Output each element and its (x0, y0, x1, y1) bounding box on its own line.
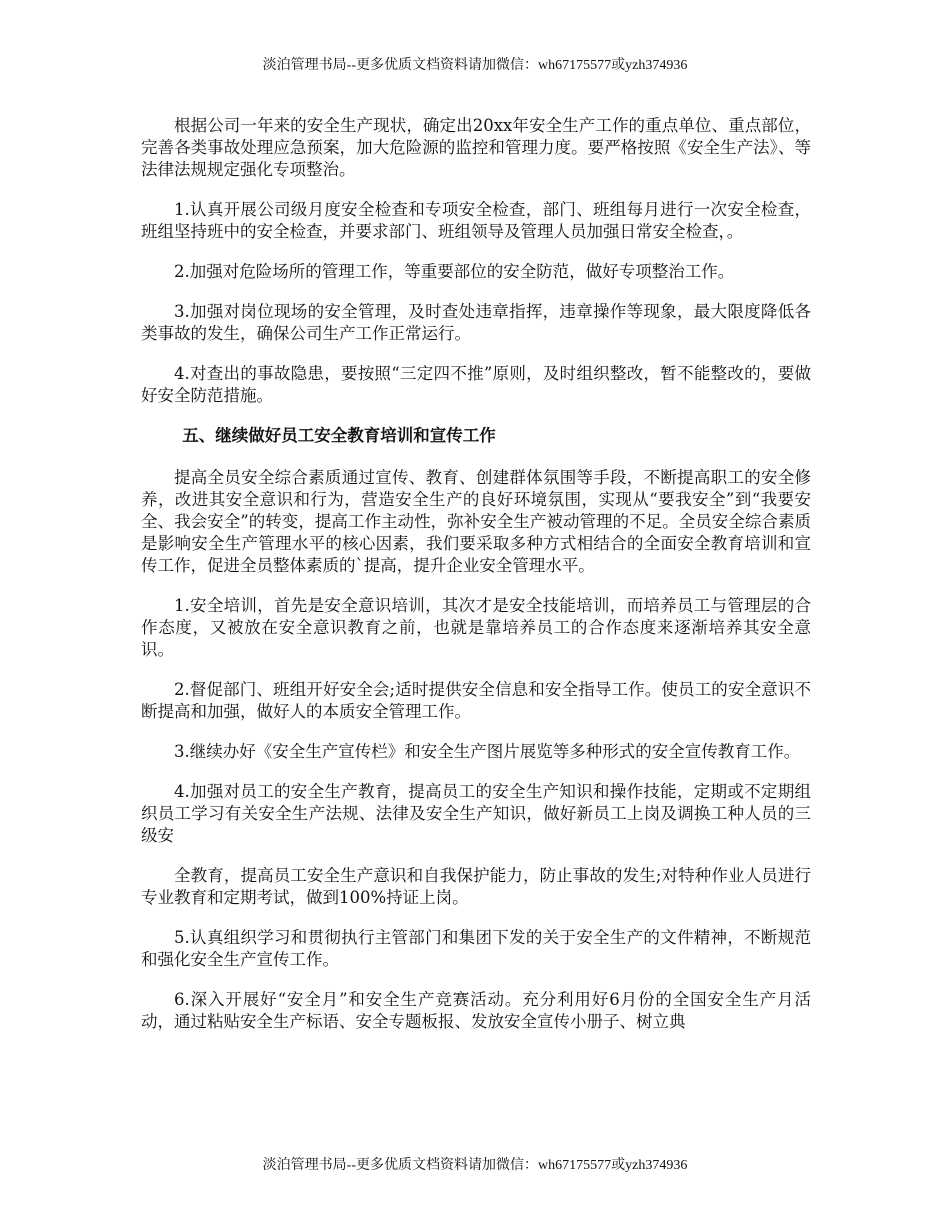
page-footer: 淡泊管理书局--更多优质文档资料请加微信：wh67175577或yzh374936 (262, 1158, 688, 1173)
list-item-b-1: 1.安全培训，首先是安全意识培训，其次才是安全技能培训，而培养员工与管理层的合作态度，又被放在安全意识教育之前，也就是靠培养员工的合作态度来逐渐培养其安全意识。 (141, 596, 811, 659)
section-heading: 五、继续做好员工安全教育培训和宣传工作 (182, 426, 496, 445)
list-item-b-2: 2.督促部门、班组开好安全会;适时提供安全信息和安全指导工作。使员工的安全意识不断提高和加强，做好人的本质安全管理工作。 (141, 680, 811, 721)
list-item-b-5: 5.认真组织学习和贯彻执行主管部门和集团下发的关于安全生产的文件精神，不断规范和强化安全生产宣传工作。 (141, 928, 811, 969)
section-intro-paragraph: 提高全员安全综合素质通过宣传、教育、创建群体氛围等手段，不断提高职工的安全修养，改进其安全意识和行为，营造安全生产的良好环境氛围，实现从“要我安全”到“我要安全、我会安全”的转变，提高工作主动性，弥补安全生产被动管理的不足。全员安全综合素质是影响安全生产管理水平的核心因素，我们要采取多种方式相结合的全面安全教育培训和宣传工作，促进全员整体素质的`提高，提升企业安全管理水平。 (141, 468, 811, 575)
document-body (141, 115, 811, 1051)
list-item-a-2: 2.加强对危险场所的管理工作，等重要部位的安全防范，做好专项整治工作。 (174, 262, 735, 281)
list-item-a-3: 3.加强对岗位现场的安全管理，及时查处违章指挥，违章操作等现象，最大限度降低各类事故的发生，确保公司生产工作正常运行。 (141, 302, 811, 343)
list-item-b-4-continued: 全教育，提高员工安全生产意识和自我保护能力，防止事故的发生;对特种作业人员进行专业教育和定期考试，做到100%持证上岗。 (141, 866, 811, 907)
list-item-b-6: 6.深入开展好“安全月”和安全生产竞赛活动。充分利用好6月份的全国安全生产月活动，通过粘贴安全生产标语、安全专题板报、发放安全宣传小册子、树立典 (141, 990, 811, 1031)
intro-paragraph: 根据公司一年来的安全生产现状，确定出20xx年安全生产工作的重点单位、重点部位，完善各类事故处理应急预案，加大危险源的监控和管理力度。要严格按照《安全生产法》、等法律法规规定强化专项整治。 (141, 116, 811, 179)
list-item-a-4: 4.对查出的事故隐患，要按照“三定四不推”原则，及时组织整改，暂不能整改的，要做好安全防范措施。 (141, 364, 811, 405)
list-item-b-3: 3.继续办好《安全生产宣传栏》和安全生产图片展览等多种形式的安全宣传教育工作。 (174, 742, 801, 761)
page-header: 淡泊管理书局--更多优质文档资料请加微信：wh67175577或yzh374936 (262, 58, 688, 73)
list-item-a-1: 1.认真开展公司级月度安全检查和专项安全检查，部门、班组每月进行一次安全检查，班组坚持班中的安全检查，并要求部门、班组领导及管理人员加强日常安全检查，。 (141, 200, 811, 241)
list-item-b-4: 4.加强对员工的安全生产教育，提高员工的安全生产知识和操作技能，定期或不定期组织员工学习有关安全生产法规、法律及安全生产知识，做好新员工上岗及调换工种人员的三级安 (141, 782, 811, 845)
